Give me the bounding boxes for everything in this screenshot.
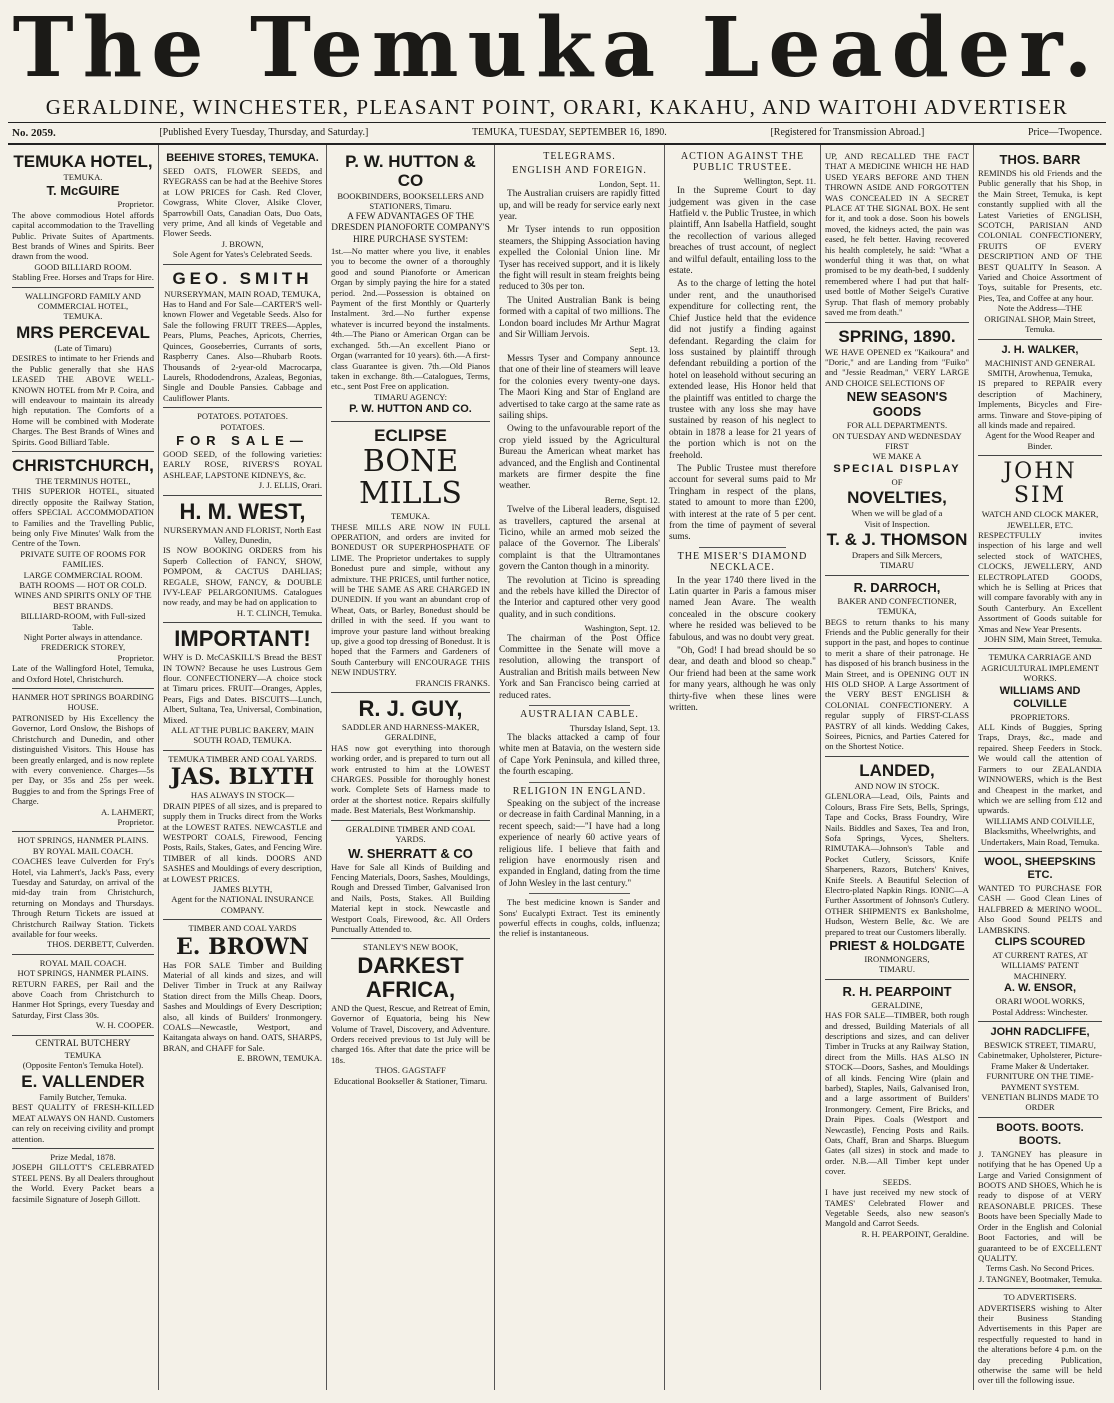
ad-body: HAS FOR SALE—TIMBER, both rough and dressed, Building Materials of all descriptions and sizes, and can deliver Timber in Trucks at any Railway Station, direct from the Mills. HAS ALSO IN STOCK—Doors, Sashes, and Mouldings of all kinds. Fencing Wire (plain and barbed), Staples, Nails, Galvanised Iron, and a large assortment of Builders' Ironmongery. Cement, Fire Bricks, and Drain Pipes. Coals (Westport and Newcastle), Fencing Posts and Rails. Oats, Chaff, Bran and Sharps. Bluegum Gates (all sizes) in stock and made to order. N.B.—All Timber kept under cover. <box>825 1010 969 1177</box>
ad-line: TIMARU <box>880 560 914 571</box>
ad-body: J. TANGNEY has pleasure in notifying that he has Opened Up a Large and Varied Consignment of BOOTS AND SHOES, Which he is ready to dispose of at VERY REASONABLE PRICES. These Boots have been Specially Made to Order in the English and Colonial Boot Factories, and will be guaranteed to be of EXCELLENT QUALITY. <box>978 1148 1102 1263</box>
ad-note: TIMARU AGENCY: <box>374 391 447 402</box>
ad-title: CHRISTCHURCH, <box>12 455 154 475</box>
section-heading: AUSTRALIAN CABLE. <box>520 709 639 721</box>
ad-note: Postal Address: Winchester. <box>992 1006 1088 1017</box>
news-paragraph: The chairman of the Post Office Committee in the Senate will move a resolution, allowing the transport of Australian and British mails between New York and San Francisco being carried at reduced rates. <box>499 633 660 701</box>
news-paragraph: The Australian cruisers are rapidly fitted up, and will be ready for service early next year. <box>499 189 660 223</box>
divider <box>529 782 630 783</box>
ad-subtitle: MACHINIST AND GENERAL SMITH, Arowhenua, Temuka, <box>984 357 1096 378</box>
ad-role: Proprietor. <box>117 199 154 210</box>
ad-heading: A FEW ADVANTAGES OF THE DRESDEN PIANOFORTE COMPANY'S HIRE PURCHASE SYSTEM: <box>331 211 490 245</box>
ad-body: DESIRES to intimate to her Friends and the Public generally that she HAS LEASED THE ABOVE WELL-KNOWN HOTEL from Mr P. Coira, and will endeavour to maintain its already high reputation. The Comforts of a Home will be combined with Moderate Charges. The Best Brands of Wines and Spirits. Good Billiard Table. <box>12 353 154 447</box>
ad-darroch <box>825 576 969 757</box>
section-heading: TELEGRAMS. <box>543 151 616 162</box>
column-4-telegrams <box>495 145 665 1390</box>
news-paragraph: Speaking on the subject of the increase or decrease in faith Cardinal Manning, in a recent speech, said:—"I have had a long experience of nearly 60 active years of religious life. I believe that faith and religion have enormously risen and expanded in England, dating from the time of John Wesley in the last century." <box>499 798 660 889</box>
ad-title: H. M. WEST, <box>179 498 306 524</box>
ad-title: TEMUKA TIMBER AND COAL YARDS. <box>168 753 317 764</box>
ad-hm-west <box>163 496 322 624</box>
ad-owner: E. VALLENDER <box>21 1071 145 1091</box>
ad-title: P. W. HUTTON & CO <box>345 152 476 190</box>
ad-body: BEGS to return thanks to his many Friends and the Public generally for their support in the past, and hopes to continue to merit a share of their patronage. He has disposed of his branch business in the Main Street, and is OPENING OUT IN HIS OLD SHOP. A Large Assortment of the VERY BEST ENGLISH & COLONIAL CONFECTIONERY. A regular supply of FIRST-CLASS PASTRY of all kinds. Wedding Cakes, Soirees, Picnics, and Parties Catered for on the Shortest Notice. <box>825 616 969 752</box>
ad-owner: P. W. HUTTON AND CO. <box>349 403 472 416</box>
dateline-item: Thursday Island, Sept. 13. <box>569 722 660 733</box>
ad-body: COACHES leave Culverden for Fry's Hotel, via Lahmert's, Jack's Pass, every Tuesday and Saturday, on arrival of the mid-day train from Christchurch, returning on Mondays and Thursdays. Through Return Tickets are issued at Christchurch Railway Station. Tickets available for four weeks. <box>12 856 154 939</box>
ad-title: ECLIPSE <box>374 426 447 446</box>
ad-heading: FOR SALE— <box>176 432 309 448</box>
ad-owner: W. H. COOPER. <box>95 1020 154 1031</box>
ad-heading: SPECIAL DISPLAY <box>833 462 961 475</box>
registration-note: [Registered for Transmission Abroad.] <box>770 127 925 138</box>
ad-subtitle: WATCH AND CLOCK MAKER, JEWELLER, ETC. <box>981 509 1099 530</box>
ad-body: I have just received my new stock of TAMES' Celebrated Flower and Vegetable Seeds, also new season's Mangold and Carrot Seeds. <box>825 1187 969 1229</box>
ad-body: Has to Hand and For Sale—CARTER'S well-known Flower and Vegetable Seeds. Also for Sale the following FRUIT TREES—Apples, Pears, Plums, Peaches, Apricots, Cherries, Quinces, Gooseberries, Currants of sorts, Raspberry Canes. Also—Rhubarb Roots. Thousands of 2-year-old Macrocarpa, Laurels, Rhododendrons, Azaleas, Begonias, Single and Double Pansies. Cabbage and Cauliflower Plants. <box>163 299 322 403</box>
ad-title: TO ADVERTISERS. <box>1003 1292 1077 1303</box>
ad-body: WE HAVE OPENED ex "Kaikoura" and "Doric," and are Landing from "Fuiko" and "Jessie Readman," VERY LARGE AND CHOICE SELECTIONS OF <box>825 346 969 388</box>
ad-subtitle: ORARI WOOL WORKS, <box>995 996 1085 1007</box>
ad-role: Proprietor. <box>117 816 154 827</box>
column-3 <box>327 145 495 1390</box>
ad-role: Drapers and Silk Mercers, <box>851 549 943 560</box>
ad-note: Late of the Wallingford Hotel, Temuka, and Oxford Hotel, Christchurch. <box>12 663 154 684</box>
ad-owner: E. BROWN <box>176 933 309 960</box>
ad-subtitle: HOT SPRINGS, HANMER PLAINS. <box>17 968 149 979</box>
ad-williams-colville <box>978 649 1102 852</box>
section-heading: RELIGION IN ENGLAND. <box>512 785 647 797</box>
ad-title: WALLINGFORD FAMILY AND COMMERCIAL HOTEL, <box>25 290 141 312</box>
ad-body: AND the Quest, Rescue, and Retreat of Emin, Governor of Equatoria, being his New Volume of Travel, Discovery, and Adventure. Orders received previous to 1st July will be charged 16s. After that date the price will be 18s. <box>331 1002 490 1065</box>
story-continuation: UP, AND RECALLED THE FACT THAT A MEDICINE WHICH HE HAD USED YEARS BEFORE AND THEN THROWN ASIDE AND FORGOTTEN WAS CONCEALED IN A SECRET PLACE AT THE SIGNAL BOX. He sent for it, and took a dose. Soon his bowels moved, the kidneys acted, the pain was eased, he felt better. Having recovered his health completely, he said: "What a wonderful thing it was that, on what promised to be my death-bed, I suddenly remembered where I had put that half-used bottle of Mother Seigel's Curative Syrup. That flash of memory probably saved me from death." <box>825 148 969 323</box>
publication-schedule: [Published Every Tuesday, Thursday, and Saturday.] <box>159 127 369 138</box>
ad-line: FURNITURE ON THE TIME-PAYMENT SYSTEM. <box>986 1071 1094 1092</box>
news-paragraph: The Public Trustee must therefore account for several sums paid to Mr Tringham in respect of the plans, stated to amount to more than £200, with interest at the rate of 5 per cent. from the time of payment of several sums. <box>669 463 816 543</box>
ad-pw-hutton <box>331 148 490 422</box>
ad-body: Has FOR SALE Timber and Building Material of all kinds and sizes, and will Deliver Timber in Truck at any Railway Station direct from the Mills Cheap. Doors, Sashes and Mouldings of Every Description; also, all kinds of Builders' Ironmongery. COALS—Newcastle, Westport, and Kaitangata always on hand. OATS, SHARPS, BRAN, and CHAFF for Sale. <box>163 959 322 1053</box>
ad-line: TIMARU. <box>878 964 916 975</box>
ad-body: DRAIN PIPES of all sizes, and is prepared to supply them in Trucks direct from the Works at the LOWEST RATES. NEWCASTLE and WESTPORT COALS, Firewood, Fencing Posts, Rails, Stakes, Gates, and Fencing Wire. TIMBER of all kinds. DOORS AND SASHES and Mouldings of every description, at LOWEST PRICES. <box>163 800 322 884</box>
ad-body: IS NOW BOOKING ORDERS from his Superb Collection of FANCY, SHOW, POMPOM, & CACTUS DAHLIAS; REGALE, SHOW, FANCY, & DOUBLE IVY-LEAF PELARGONIUMS. Catalogues now ready, and may be had on application to <box>163 545 322 608</box>
news-paragraph: "Oh, God! I had bread should be so dear, and death and blood so cheap." Our friend had been at the same work for many years, although he was only thirty-five when these lines were written. <box>669 646 816 714</box>
ad-potatoes <box>163 408 322 495</box>
ad-owner: PRIEST & HOLDGATE <box>829 937 965 953</box>
ad-subtitle: TEMUKA <box>64 1050 102 1061</box>
ad-title: SPRING, 1890. <box>838 326 956 346</box>
ad-subtitle: AND NOW IN STOCK. <box>854 780 940 791</box>
ad-title: R. J. GUY, <box>358 696 463 722</box>
ad-subtitle: TEMUKA. <box>63 172 103 182</box>
ad-body: BEST QUALITY of FRESH-KILLED MEAT ALWAYS ON HAND. Customers can rely on receiving civility and prompt attention. <box>12 1102 154 1144</box>
section-subheading: ENGLISH AND FOREIGN. <box>512 165 647 177</box>
ad-heading: TEMUKA CARRIAGE AND AGRICULTURAL IMPLEMENT WORKS. <box>980 652 1099 684</box>
ad-line: FOR ALL DEPARTMENTS. <box>846 420 948 431</box>
ad-line: GOOD BILLIARD ROOM. <box>34 261 132 272</box>
columns <box>8 145 1106 1390</box>
ad-heading: NEW SEASON'S GOODS <box>846 389 948 420</box>
ad-body: WANTED TO PURCHASE FOR CASH — Good Clean Lines of HALFBRED & MERINO WOOL. Also Good Sound PELTS and LAMBSKINS. <box>978 882 1102 935</box>
ad-wallingford-hotel <box>12 288 154 452</box>
issue-number: No. 2059. <box>12 127 56 139</box>
ad-important-bakery <box>163 623 322 751</box>
ad-owner: THOS. DERBETT, Culverden. <box>46 939 154 950</box>
ad-role: Sole Agent for Yates's Celebrated Seeds. <box>172 249 313 260</box>
ad-owner: W. SHERRATT & CO <box>348 845 473 861</box>
ad-subtitle: THE TERMINUS HOTEL, <box>35 475 131 486</box>
news-paragraph: The revolution at Ticino is spreading and the rebels have killed the Director of the Interior and captured other very good quality, and in such conditions. <box>499 575 660 620</box>
ad-spring-thomson <box>825 323 969 576</box>
section-heading: ACTION AGAINST THE PUBLIC TRUSTEE. <box>680 151 805 174</box>
news-paragraph: Messrs Tyser and Company announce that one of their line of steamers will leave for the colonies every twenty-one days. The Maori King and Star of England are advertised to take cargo at the same rate as sailing ships. <box>499 353 660 421</box>
ad-title: TIMBER AND COAL YARDS <box>188 923 297 934</box>
ad-role: Agent for the NATIONAL INSURANCE COMPANY. <box>171 894 314 915</box>
ad-body: IS prepared to REPAIR every description of Machinery, Implements, Bicycles and Fire-arms. Tinware and Stove-piping of all kinds made and repaired. <box>978 378 1102 430</box>
news-paragraph: As to the charge of letting the hotel under rent, and the unauthorised expenditure for collecting rent, the Chief Justice held that the evidence did not justify a finding against defendant. Regarding the claim for loss sustained by plaintiff through defendant rebuilding a portion of the hotel on leasehold without securing an extended lease, His Honor held that the plaintiff was entitled to charge the trustee with any loss she may have sustained by reason of his neglect to obtain in 1878 a lease for 21 years of the portion which is not on the freehold. <box>669 279 816 461</box>
price: Price—Twopence. <box>1027 127 1102 138</box>
ad-body: THESE MILLS ARE NOW IN FULL OPERATION, and orders are invited for BONEDUST OR SUPERPHOSPHATE OF LIME. The Proprietor undertakes to supply Bonedust pure and simple, without any admixture. THE PRICES, until further notice, will be THE SAME AS ARE CHARGED IN DUNEDIN. If you want an abundant crop of Wheat, Oats, or Barley, Bonedust should be drilled in with the seed. If you want to improve your pasture land without breaking up, give a good top dressing of Bonedust. It is hoped that the Farmers and Gardeners of South Canterbury will ENCOURAGE THIS NEW INDUSTRY. <box>331 521 490 678</box>
ad-line: ON TUESDAY AND WEDNESDAY FIRST <box>832 430 962 451</box>
ad-name: DARKEST AFRICA, <box>357 952 464 1002</box>
notice-to-advertisers <box>978 1289 1102 1390</box>
ad-footer: ALL AT THE PUBLIC BAKERY, MAIN SOUTH ROAD, TEMUKA. <box>171 725 314 746</box>
ad-body: GLENLORA—Lead, Oils, Paints and Colours, Brass Fire Sets, Bells, Springs, Tape and Cocks, Brass Foundry, Wire Nails. Biddles and Saxes, Tea and Iron, Sofa Springs, Vyces, Shelters. RIMUTAKA—Johnson's Table and Pocket Cutlery, Scissors, Knife Sharpeners, Razors, Butchers' Knives, Knife Steels. A Beautiful Selection of Electro-plated Napkin Rings. IONIC—A Further Assortment of Johnson's Cutlery. OTHER SHIPMENTS ex Banksholme, Hudson, Western Belle, &c. We are prepared to treat our Customers liberally. <box>825 791 969 937</box>
ad-body: JOSEPH GILLOTT'S CELEBRATED STEEL PENS. By all Dealers throughout the World. Every Packet bears a facsimile Signature of Joseph Gillott. <box>12 1162 154 1204</box>
ad-body: RESPECTFULLY invites inspection of his large and well selected stock of WATCHES, CLOCKS, JEWELLERY, AND ELECTROPLATED GOODS, which he is Selling at Prices that will compare favorably with any in South Canterbury. An Excellent Assortment of Goods suitable for Xmas and New Year Presents. <box>978 529 1102 634</box>
news-paragraph: In the Supreme Court to day judgement was given in the case Hatfield v. the Public Trustee, in which plaintiff, Ann Isabella Hatfield, sought the recollection of various alleged breaches of trust account, of neglect and wilful default, entailing loss to the estate. <box>669 186 816 277</box>
ad-line: AT CURRENT RATES, AT WILLIAMS' PATENT MACHINERY. <box>992 949 1088 981</box>
ad-body: WHY is D. McCASKILL'S Bread the BEST IN TOWN? Because he uses Lustrous Gem flour. CONFECTIONERY—A choice stock at Timaru prices. FRUIT—Oranges, Apples, Pears, Figs and Dates. BISCUITS—Lunch, Albert, Sultana, Tea, Universal, Combination, Mixed. <box>163 652 322 725</box>
ad-title: WILLIAMS AND COLVILLE <box>999 684 1081 710</box>
ad-rj-guy <box>331 693 490 821</box>
ad-body: THIS SUPERIOR HOTEL, situated directly opposite the Railway Station, offers SPECIAL ACCOMMODATION to Families and the Travelling Public, being only Five Minutes' Walk from the Centre of the Town. <box>12 486 154 549</box>
column-1 <box>8 145 159 1390</box>
ad-owner: JAS. BLYTH <box>170 764 315 791</box>
ad-title: BEEHIVE STORES, TEMUKA. <box>166 152 319 164</box>
ad-e-brown <box>163 920 322 1067</box>
ad-owner: MRS PERCEVAL <box>16 322 150 342</box>
ad-heading: HAS ALWAYS IN STOCK— <box>190 790 295 801</box>
ad-name: BONE MILLS <box>359 444 462 512</box>
ad-owner: A. LAHMERT, <box>100 806 154 817</box>
ad-title: JOHN RADCLIFFE, <box>990 1026 1090 1038</box>
ad-owner: H. T. CLINCH, Temuka. <box>236 607 322 618</box>
ad-role: Family Butcher, Temuka. <box>39 1091 127 1102</box>
ad-note: (Late of Timaru) <box>54 342 112 353</box>
ad-sherratt <box>331 821 490 940</box>
ad-title: JOHN SIM <box>1003 459 1077 509</box>
ad-title: LANDED, <box>859 760 935 780</box>
ad-subtitle: TEMUKA. <box>391 511 430 522</box>
ad-line: Visit of Inspection. <box>864 518 930 529</box>
ad-line: PRIVATE SUITE OF ROOMS FOR FAMILIES. <box>20 548 146 570</box>
ad-subtitle: BAKER AND CONFECTIONER, TEMUKA, <box>837 595 957 617</box>
news-paragraph: The best medicine known is Sander and Sons' Eucalypti Extract. Test its eminently powerful effects in coughs, colds, influenza; the relief is instantaneous. <box>499 897 660 939</box>
ad-title: BOOTS. BOOTS. BOOTS. <box>996 1121 1084 1147</box>
news-paragraph: The United Australian Bank is being formed with a capital of two millions. The London board includes Mr Arthur Magrat and Sir William Jervois. <box>499 295 660 341</box>
ad-darkest-africa <box>331 939 490 1090</box>
ad-john-sim <box>978 456 1102 649</box>
ad-eclipse-bone-mills <box>331 422 490 693</box>
ad-title: R. DARROCH, <box>853 579 941 595</box>
ad-line: WINES AND SPIRITS ONLY OF THE BEST BRANDS. <box>14 590 152 611</box>
ad-body: PATRONISED by His Excellency the Governor, Lord Onslow, the Bishops of Christchurch and Dunedin, and other distinguished Visitors. This House has been greatly enlarged, and is now replete with every convenience. Charges—5s per Day, or 35s and 25s per week. Buggies to and from the Springs Free of Charge. <box>12 712 154 807</box>
ad-hanmer-coaches <box>12 832 154 954</box>
ad-line: When we will be glad of a <box>851 508 943 519</box>
ad-role: Proprietor. <box>117 652 154 663</box>
ad-wool-ensor <box>978 852 1102 1022</box>
ad-subtitle: POTATOES. <box>220 421 265 432</box>
ad-owner: T. & J. THOMSON <box>826 529 968 549</box>
ad-title: Prize Medal, 1878. <box>50 1151 116 1162</box>
ad-terminus-hotel <box>12 452 154 689</box>
ad-priest-holdgate <box>825 757 969 980</box>
ad-geo-smith <box>163 265 322 408</box>
ad-heading: SEEDS. <box>882 1176 912 1187</box>
ad-subtitle: BOOKBINDERS, BOOKSELLERS AND STATIONERS, Timaru. <box>337 191 484 212</box>
ad-line: VENETIAN BLINDS MADE TO ORDER <box>981 1092 1099 1113</box>
ad-role: IRONMONGERS, <box>864 953 930 964</box>
ad-boots-tangney <box>978 1118 1102 1289</box>
ad-line: Night Porter always in attendance. <box>23 632 143 643</box>
dateline-item: Washington, Sept. 12. <box>584 623 660 634</box>
divider <box>529 705 630 706</box>
ad-title: WOOL, SHEEPSKINS ETC. <box>984 855 1096 881</box>
ad-line: BATH ROOMS — HOT OR COLD. <box>19 580 147 590</box>
column-6 <box>821 145 974 1390</box>
news-paragraph: Owing to the unfavourable report of the crop yield issued by the Agricultural Bureau the American wheat market has advanced, and the English and Continental markets are firmer despite the fine weather. <box>499 424 660 492</box>
ad-note: Note the Address—THE ORIGINAL SHOP, Main Street, Temuka. <box>984 303 1096 335</box>
ad-note: Terms Cash. No Second Prices. <box>985 1263 1095 1274</box>
ad-subtitle: SADDLER AND HARNESS-MAKER, GERALDINE, <box>341 722 480 743</box>
ad-title: POTATOES. POTATOES. <box>197 411 288 422</box>
dateline-item: Sept. 13. <box>629 343 660 354</box>
ad-owner: A. W. ENSOR, <box>1003 982 1077 995</box>
column-5-news <box>665 145 821 1390</box>
ad-title: HANMER HOT SPRINGS BOARDING HOUSE. <box>12 692 154 713</box>
ad-line: OF <box>891 476 903 487</box>
ad-signature: JOHN SIM, Main Street, Temuka. <box>984 634 1102 645</box>
divider <box>699 547 786 548</box>
ad-line: WE MAKE A <box>872 451 922 462</box>
ad-subtitle: TEMUKA. <box>63 311 103 322</box>
ad-title: GERALDINE TIMBER AND COAL YARDS. <box>345 823 476 845</box>
ad-subtitle: NURSERYMAN AND FLORIST, North East Valley, Dunedin, <box>163 524 322 545</box>
ad-body: HAS now got everything into thorough working order, and is prepared to turn out all work entrusted to him at the LOWEST CHARGES. Possible for thoroughly honest work. Complete Sets of Harness made to order at the shortest notice. Repairs skilfully made. Best Materials, Best Workmanship. <box>331 742 490 816</box>
dateline-item: Wellington, Sept. 11. <box>743 175 816 186</box>
ad-role: PROPRIETORS. <box>1010 711 1070 722</box>
ad-role: Educational Bookseller & Stationer, Timaru. <box>333 1075 488 1086</box>
ad-title: R. H. PEARPOINT <box>842 983 952 999</box>
ad-radcliffe <box>978 1022 1102 1118</box>
ad-note: Agent for the Wood Reaper and Binder. <box>985 430 1095 451</box>
ad-title: HOT SPRINGS, HANMER PLAINS. BY ROYAL MAIL COACH. <box>17 835 149 856</box>
ad-owner: FRANCIS FRANKS. <box>415 677 490 688</box>
ad-heading: CLIPS SCOURED <box>994 935 1086 948</box>
ad-title: ROYAL MAIL COACH. <box>39 957 127 968</box>
ad-body: The above commodious Hotel affords capital accommodation to the Travelling Public. Private Suites of Apartments. Best brands of Wines and Spirits. Beer drawn from the wood. <box>12 209 154 262</box>
column-2 <box>159 145 327 1390</box>
dateline-item: London, Sept. 11. <box>598 178 660 189</box>
newspaper-subtitle: GERALDINE, WINCHESTER, PLEASANT POINT, ORARI, KAKAHU, AND WAITOHI ADVERTISER <box>8 92 1106 123</box>
column-7 <box>974 145 1106 1390</box>
ad-body: SEED OATS, FLOWER SEEDS, and RYEGRASS can be had at the Beehive Stores at LOW PRICES for Cash. Red Clover, Cowgrass, White Clover, Alsike Clover, Sparrowbill Oats, Canadian Oats, Duo Oats, very prime, And all kinds of Vegetable and Flower Seeds. <box>163 166 322 239</box>
ad-note: (Opposite Fenton's Temuka Hotel). <box>22 1060 144 1071</box>
ad-gillott-pens <box>12 1149 154 1208</box>
ad-subtitle: BESWICK STREET, TIMARU, <box>984 1040 1096 1050</box>
ad-body: GOOD SEED, of the following varieties: EARLY ROSE, RIVERS'S ROYAL ASHLEAF, LAPSTONE KIDNEYS, &c. <box>163 448 322 480</box>
ad-owner: J. BROWN, <box>221 238 264 249</box>
ad-subtitle: NURSERYMAN, MAIN ROAD, TEMUKA, <box>164 288 321 299</box>
ad-body: RETURN FARES, per Rail and the above Coach from Christchurch to Hanmer Hot Springs, every Tuesday and Saturday, First Class 30s. <box>12 978 154 1020</box>
ad-body: 1st.—No matter where you live, it enables you to become the owner of a thoroughly good and sound Pianoforte or American Organ by simply paying the hire for a stated period. 2nd.—Possession is obtained on Payment of the first Monthly or Quarterly Instalment. 3rd.—No further expense whatever is incurred beyond the instalments. 4th.—The Piano or American Organ can be exchanged. 5th.—An excellent Piano or Organ (warranted for 10 years). 6th.—A first-class Guarantee is given. 7th.—Old Pianos taken in exchange. 8th.—Catalogues, Terms, etc., sent Post Free on application. <box>331 246 490 392</box>
news-paragraph: The blacks attacked a camp of four white men at Batavia, on the western side of Cape York Peninsula, and killed three, the fourth escaping. <box>499 732 660 778</box>
ad-heading: NOVELTIES, <box>847 488 947 508</box>
issue-date: TEMUKA, TUESDAY, SEPTEMBER 16, 1890. <box>471 127 667 138</box>
news-paragraph: Mr Tyser intends to run opposition steamers, the Shipping Association having expelled the Colonial Union line. Mr Tyser has received support, and it is likely the fight will result in steam freights being reduced to 30s per ton. <box>499 225 660 293</box>
ad-owner: THOS. GAGSTAFF <box>375 1065 446 1076</box>
ad-body: Have for Sale all Kinds of Building and Fencing Materials, Doors, Sashes, Mouldings, Rough and Dressed Timber, Galvanised Iron and Nails, Posts, Stakes. All Building Material kept in stock. Newcastle and Westport Coals, Firewood, &c. All Orders Punctually Attended to. <box>331 861 490 934</box>
ad-title: J. H. WALKER, <box>1001 343 1079 356</box>
ad-body: Cabinetmaker, Upholsterer, Picture-Frame Maker & Undertaker. <box>978 1050 1102 1071</box>
ad-jh-walker <box>978 340 1102 457</box>
ad-body: ALL Kinds of Buggies, Spring Traps, Drays, &c., made and repaired. Sheep Feeders in Stock. We would call the attention of Farmers to our ZEALANDIA WINNOWERS, which is the Best and Cheapest in the market, and which we are selling from £12 and upwards. <box>978 722 1102 816</box>
ad-thos-barr <box>978 148 1102 340</box>
newspaper-title: The Temuka Leader. <box>12 0 1102 92</box>
ad-owner: T. McGUIRE <box>46 183 120 199</box>
ad-signature: J. TANGNEY, Bootmaker, Temuka. <box>978 1273 1102 1284</box>
ad-signature: JAMES BLYTH, <box>212 883 273 894</box>
section-heading: THE MISER'S DIAMOND NECKLACE. <box>677 550 808 574</box>
ad-line: BILLIARD-ROOM, with Full-sized Table. <box>20 611 146 632</box>
ad-hanmer-boarding <box>12 689 154 832</box>
ad-owner: J. J. ELLIS, Orari. <box>258 480 322 491</box>
ad-title: IMPORTANT! <box>174 626 311 652</box>
ad-signature: R. H. PEARPOINT, Geraldine. <box>861 1228 969 1239</box>
ad-beehive-stores <box>163 148 322 265</box>
news-paragraph: Twelve of the Liberal leaders, disguised as travellers, captured the arsenal at Ticino, while an armed mob seized the palace of the Governor. The Liberals' complaint is that the Ultramontanes govern the Canton though in a minority. <box>499 505 660 573</box>
ad-title: TEMUKA HOTEL, <box>13 152 153 171</box>
masthead <box>8 0 1106 92</box>
ad-royal-mail <box>12 955 154 1036</box>
ad-jas-blyth <box>163 751 322 920</box>
dateline <box>8 123 1106 145</box>
ad-title: STANLEY'S NEW BOOK, <box>363 942 458 953</box>
ad-signature: WILLIAMS AND COLVILLE, Blacksmiths, Wheelwrights, and Undertakers, Main Road, Temuka. <box>980 815 1100 847</box>
ad-body: REMINDS his old Friends and the Public generally that his Shop, in the Main Street, Temuka, is kept constantly supplied with all the Latest Varieties of ENGLISH, SCOTCH, PARISIAN AND COLONIAL CONFECTIONERY, FRUITS OF EVERY DESCRIPTION AND OF THE BEST QUALITY In Season. A Varied and Choice Assortment of Toys, suitable for Presents, etc. Pies, Tea, and Coffee at any hour. <box>978 168 1102 303</box>
ad-temuka-hotel <box>12 148 154 288</box>
divider <box>529 893 630 894</box>
news-paragraph: In the year 1740 there lived in the Latin quarter in Paris a famous miser named Jean Avare. The wealth concealed in the obscure cookery where he resided was believed to be fabulous, and was no doubt very great. <box>669 575 816 643</box>
ad-body: ADVERTISERS wishing to Alter their Business Standing Advertisements in this Paper are respectfully requested to hand in the alterations before 4 p.m. on the day preceding Publication, otherwise the same will be held over till the following issue. <box>978 1302 1102 1386</box>
ad-signature: E. BROWN, TEMUKA. <box>237 1053 322 1064</box>
ad-subtitle: GERALDINE, <box>871 999 923 1010</box>
dateline-item: Berne, Sept. 12. <box>604 494 660 505</box>
ad-owner: FREDERICK STOREY, <box>40 642 126 653</box>
ad-title: GEO. SMITH <box>172 268 313 288</box>
ad-line: LARGE COMMERCIAL ROOM. <box>23 569 143 580</box>
ad-line: Stabling Free. Horses and Traps for Hire. <box>12 272 154 283</box>
ad-title: CENTRAL BUTCHERY <box>35 1038 131 1049</box>
ad-pearpoint <box>825 980 969 1243</box>
ad-title: THOS. BARR <box>999 152 1081 167</box>
ad-central-butchery <box>12 1036 154 1149</box>
